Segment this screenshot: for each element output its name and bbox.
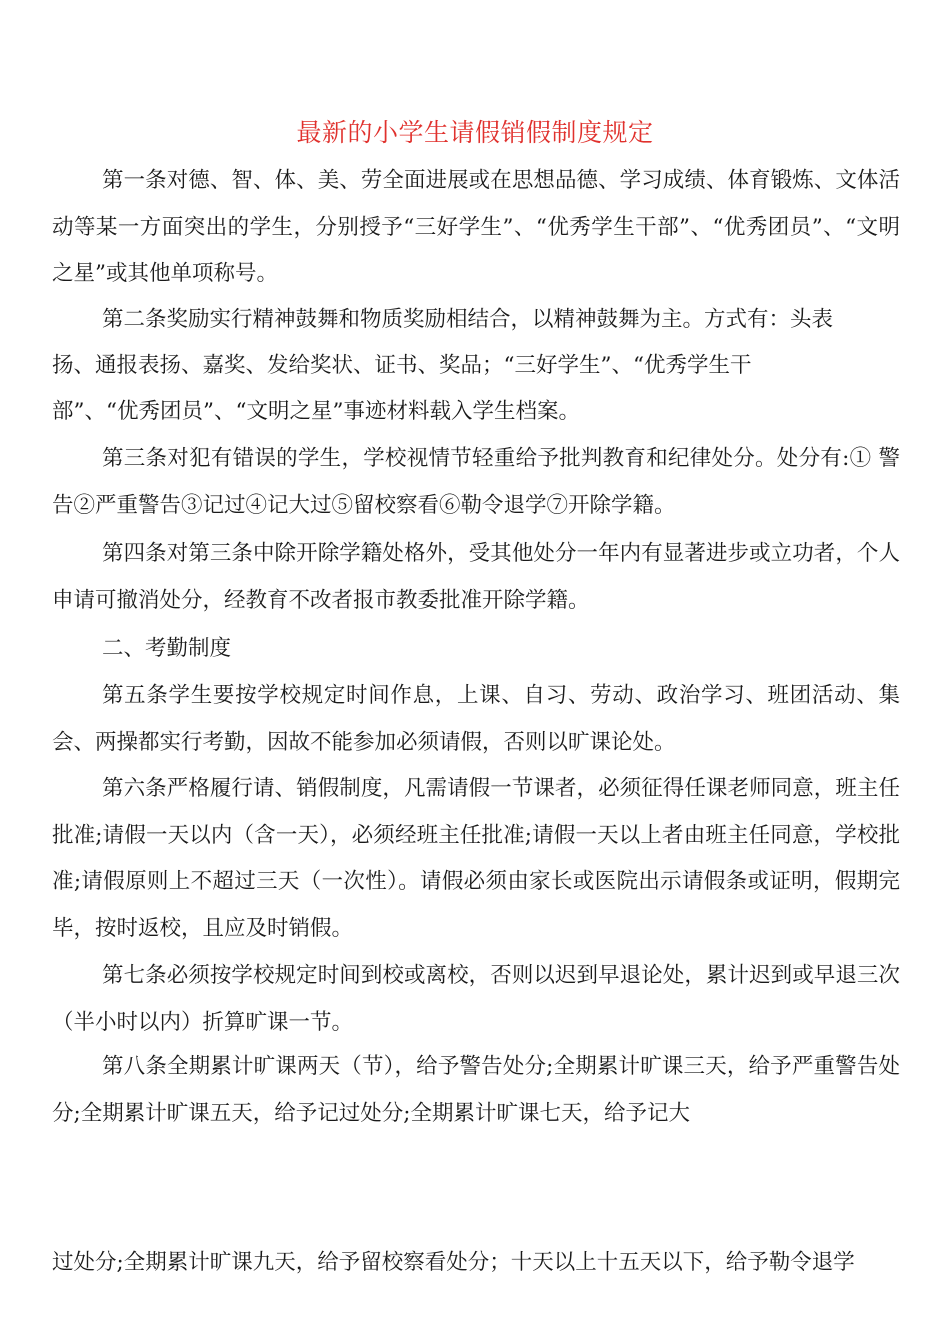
- article-6: 第六条严格履行请、销假制度，凡需请假一节课者，必须征得任课老师同意，班主任批准;请假一天以内（含一天），必须经班主任批准;请假一天以上者由班主任同意，学校批准;请假原则上不超过三天（一次性）。请假必须由家长或医院出示请假条或证明，假期完毕，按时返校，且应及时销假。: [52, 776, 900, 941]
- article-3: 第三条对犯有错误的学生，学校视情节轻重给予批判教育和纪律处分。处分有:① 警告②严重警告③记过④记大过⑤留校察看⑥勒令退学⑦开除学籍。: [52, 446, 900, 518]
- article-4: 第四条对第三条中除开除学籍处格外，受其他处分一年内有显著进步或立功者，个人申请可撤消处分，经教育不改者报市教委批准开除学籍。: [52, 541, 900, 613]
- article-2-line-3: 部”、“优秀团员”、“文明之星”事迹材料载入学生档案。: [52, 399, 580, 424]
- article-7: 第七条必须按学校规定时间到校或离校，否则以迟到早退论处，累计迟到或早退三次（半小时以内）折算旷课一节。: [52, 963, 900, 1035]
- article-8: 第八条全期累计旷课两天（节），给予警告处分;全期累计旷课三天，给予严重警告处分;全期累计旷课五天，给予记过处分;全期累计旷课七天，给予记大: [52, 1054, 900, 1126]
- article-1: 第一条对德、智、体、美、劳全面进展或在思想品德、学习成绩、体育锻炼、文体活动等某一方面突出的学生，分别授予“三好学生”、“优秀学生干部”、“优秀团员”、“文明之星”或其他单项称号。: [52, 168, 900, 286]
- section-heading: 二、考勤制度: [102, 636, 232, 661]
- article-5: 第五条学生要按学校规定时间作息，上课、自习、劳动、政治学习、班团活动、集会、两操都实行考勤，因故不能参加必须请假，否则以旷课论处。: [52, 683, 900, 755]
- article-2-line-1: 第二条奖励实行精神鼓舞和物质奖励相结合，以精神鼓舞为主。方式有：头表: [102, 307, 834, 332]
- article-8-continuation: 过处分;全期累计旷课九天，给予留校察看处分；十天以上十五天以下，给予勒令退学: [52, 1250, 855, 1275]
- article-2-line-2: 扬、通报表扬、嘉奖、发给奖状、证书、奖品；“三好学生”、“优秀学生干: [52, 353, 752, 378]
- page-title: 最新的小学生请假销假制度规定: [296, 118, 654, 147]
